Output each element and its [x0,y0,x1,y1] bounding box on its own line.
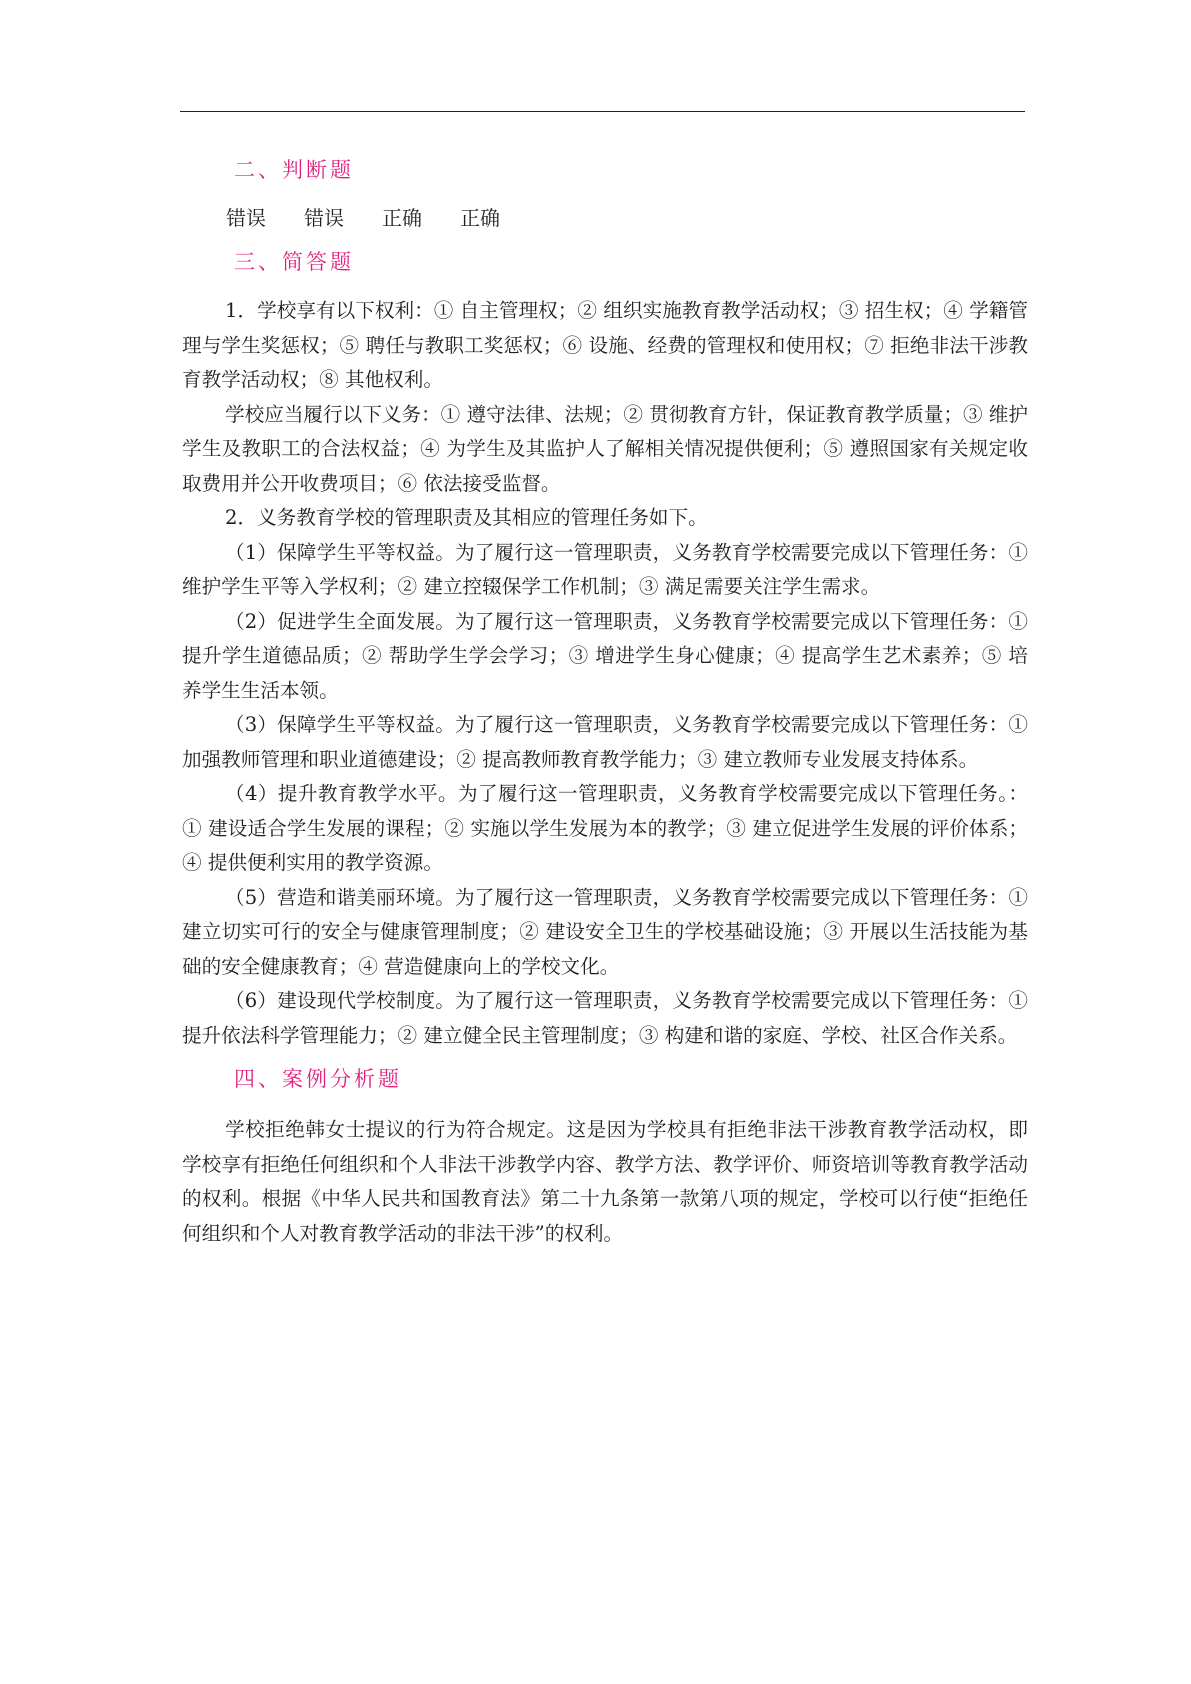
paragraph: （4）提升教育教学水平。为了履行这一管理职责，义务教育学校需要完成以下管理任务。：① 建设适合学生发展的课程；② 实施以学生发展为本的教学；③ 建立促进学生发展的评价体系；④ 提供便利实用的教学资源。 [182,782,1028,874]
paragraph: （5）营造和谐美丽环境。为了履行这一管理职责，义务教育学校需要完成以下管理任务：① 建立切实可行的安全与健康管理制度；② 建设安全卫生的学校基础设施；③ 开展以生活技能为基础的安全健康教育；④ 营造健康向上的学校文化。 [182,885,1028,978]
paragraph: （6）建设现代学校制度。为了履行这一管理职责，义务教育学校需要完成以下管理任务：① 提升依法科学管理能力；② 建立健全民主管理制度；③ 构建和谐的家庭、学校、社区合作关系。 [182,989,1028,1047]
judgment-answer: 错误 [304,206,344,230]
header-rule [180,111,1025,112]
case-analysis-body [182,1113,1028,1251]
section-heading-short-answer: 三、简答题 [234,250,354,274]
paragraph: （2）促进学生全面发展。为了履行这一管理职责，义务教育学校需要完成以下管理任务：① 提升学生道德品质；② 帮助学生学会学习；③ 增进学生身心健康；④ 提高学生艺术素养；⑤ 培养学生生活本领。 [182,609,1028,702]
paragraph: 1．学校享有以下权利：① 自主管理权；② 组织实施教育教学活动权；③ 招生权；④ 学籍管理与学生奖惩权；⑤ 聘任与教职工奖惩权；⑥ 设施、经费的管理权和使用权；⑦ 拒绝非法干涉教育教学活动权；⑧ 其他权利。 [182,299,1028,391]
short-answer-body [182,294,1028,1053]
judgment-answer: 正确 [382,206,422,230]
paragraph: 学校应当履行以下义务：① 遵守法律、法规；② 贯彻教育方针，保证教育教学质量；③ 维护学生及教职工的合法权益；④ 为学生及其监护人了解相关情况提供便利；⑤ 遵照国家有关规定收取费用并公开收费项目；⑥ 依法接受监督。 [182,402,1028,495]
judgment-answer: 错误 [226,206,266,230]
section-heading-judgment: 二、判断题 [234,158,354,182]
judgment-answers [226,194,1028,242]
paragraph: （1）保障学生平等权益。为了履行这一管理职责，义务教育学校需要完成以下管理任务：① 维护学生平等入学权利；② 建立控辍保学工作机制；③ 满足需要关注学生需求。 [182,540,1028,598]
paragraph: 学校拒绝韩女士提议的行为符合规定。这是因为学校具有拒绝非法干涉教育教学活动权，即学校享有拒绝任何组织和个人非法干涉教学内容、教学方法、教学评价、师资培训等教育教学活动的权利。根据《中华人民共和国教育法》第二十九条第一款第八项的规定，学校可以行使“拒绝任何组织和个人对教育教学活动的非法干涉”的权利。 [182,1118,1028,1245]
section-heading-case-analysis: 四、案例分析题 [234,1067,402,1091]
paragraph: （3）保障学生平等权益。为了履行这一管理职责，义务教育学校需要完成以下管理任务：① 加强教师管理和职业道德建设；② 提高教师教育教学能力；③ 建立教师专业发展支持体系。 [182,713,1028,771]
paragraph: 2．义务教育学校的管理职责及其相应的管理任务如下。 [225,506,708,529]
page-content [182,150,1028,1251]
judgment-answer: 正确 [460,206,500,230]
